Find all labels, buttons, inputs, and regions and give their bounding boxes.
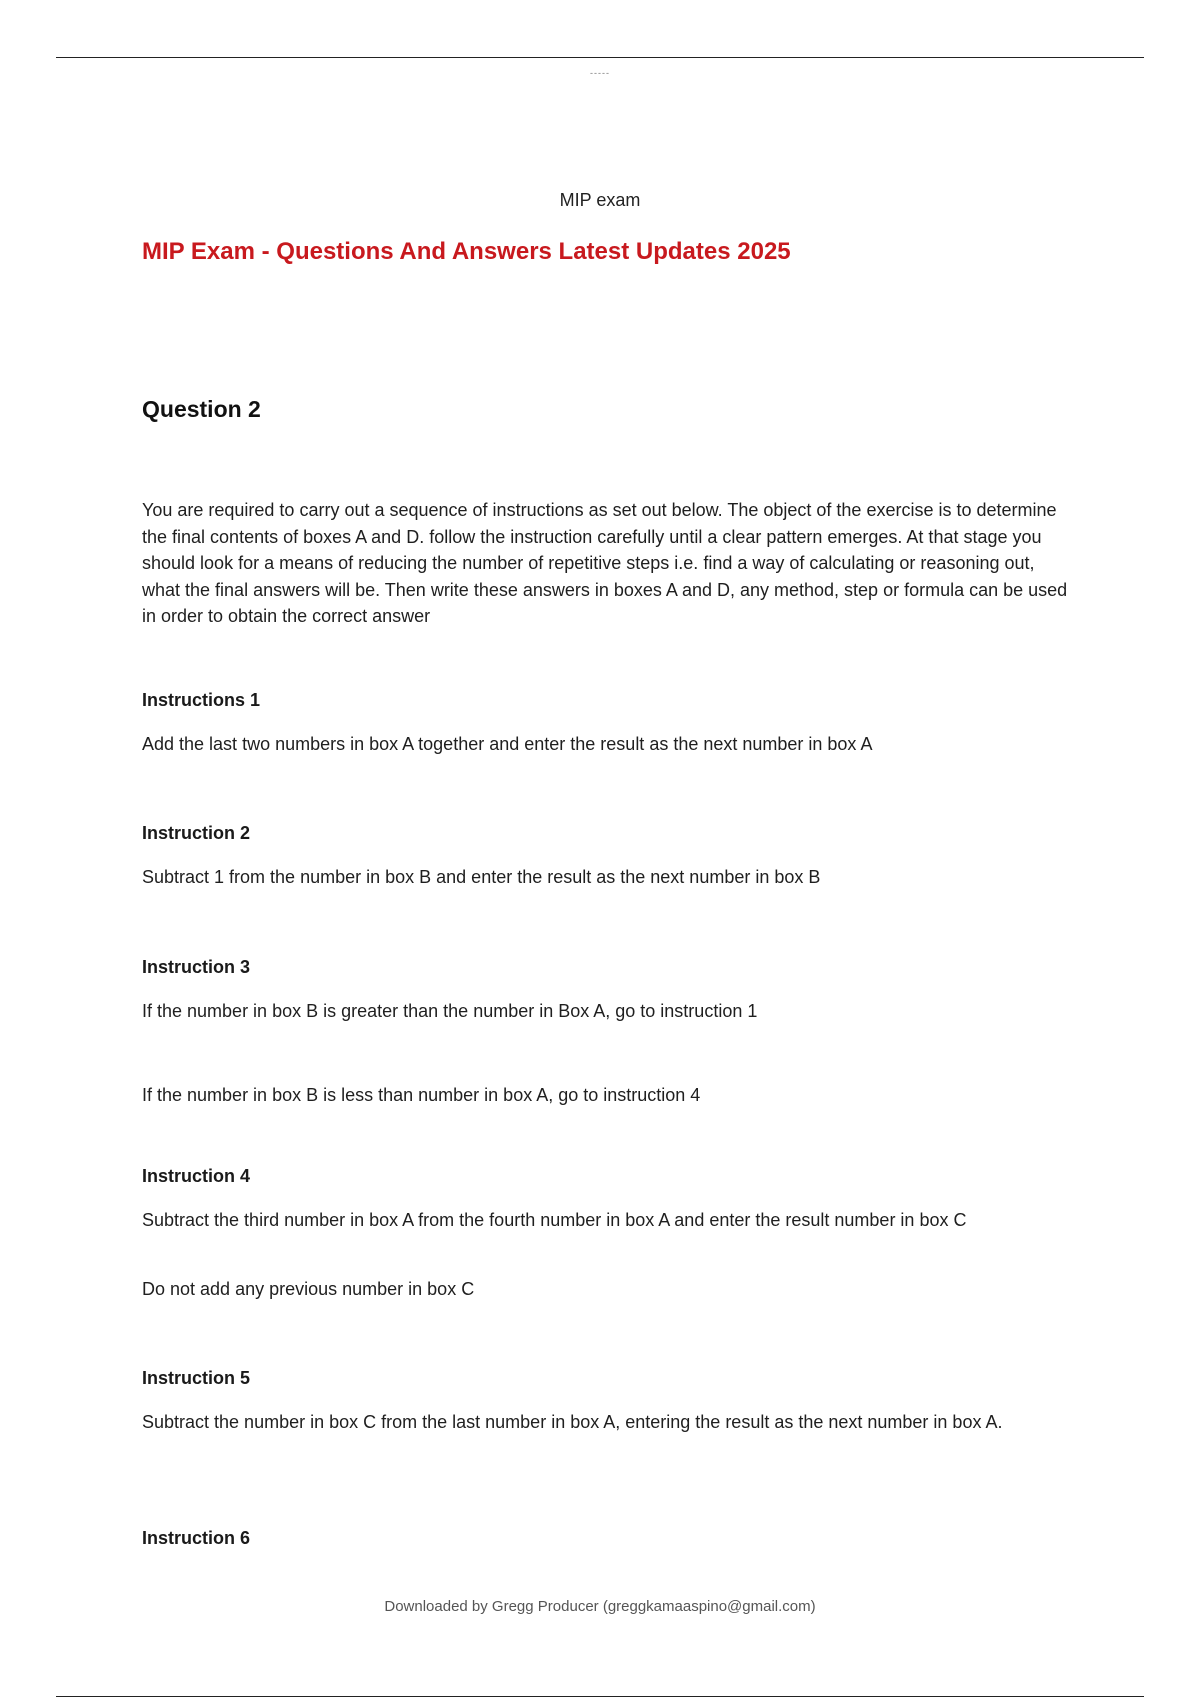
instruction-3-text-1: If the number in box B is greater than the number in Box A, go to instruction 1 bbox=[142, 1001, 758, 1021]
instruction-2-label: Instruction 2 bbox=[142, 823, 251, 843]
top-rule bbox=[56, 57, 1144, 58]
instruction-5-text: Subtract the number in box C from the last number in box A, entering the result as the next number in box A. bbox=[142, 1412, 1003, 1432]
instruction-3-label: Instruction 3 bbox=[142, 957, 251, 977]
document-header: MIP exam bbox=[559, 190, 641, 210]
intro-paragraph: You are required to carry out a sequence of instructions as set out below. The object of the exercise is to determine the final contents of boxes A and D. follow the instruction carefully until a clear pattern emerges. At that stage you should look for a means of reducing the number of repetitive steps i.e. find a way of calculating or reasoning out, what the final answers will be. Then write these answers in boxes A and D, any method, step or formula can be used in order to obtain the correct answer bbox=[142, 500, 1068, 626]
instruction-6-label: Instruction 6 bbox=[142, 1528, 251, 1548]
instruction-4-text-1: Subtract the third number in box A from the fourth number in box A and enter the result number in box C bbox=[142, 1210, 967, 1230]
instruction-4-label: Instruction 4 bbox=[142, 1166, 251, 1186]
header-mark: ----- bbox=[590, 68, 610, 78]
bottom-rule bbox=[56, 1696, 1144, 1697]
instruction-2-text: Subtract 1 from the number in box B and enter the result as the next number in box B bbox=[142, 867, 821, 887]
instruction-4-text-2: Do not add any previous number in box C bbox=[142, 1279, 475, 1299]
document-title: MIP Exam - Questions And Answers Latest Updates 2025 bbox=[142, 238, 791, 265]
instruction-3-text-2: If the number in box B is less than number in box A, go to instruction 4 bbox=[142, 1085, 701, 1105]
instruction-1-label: Instructions 1 bbox=[142, 690, 261, 710]
download-footer: Downloaded by Gregg Producer (greggkamaaspino@gmail.com) bbox=[384, 1598, 816, 1615]
instruction-1-text: Add the last two numbers in box A together and enter the result as the next number in box A bbox=[142, 734, 873, 754]
instruction-5-label: Instruction 5 bbox=[142, 1368, 251, 1388]
question-heading: Question 2 bbox=[142, 396, 261, 422]
